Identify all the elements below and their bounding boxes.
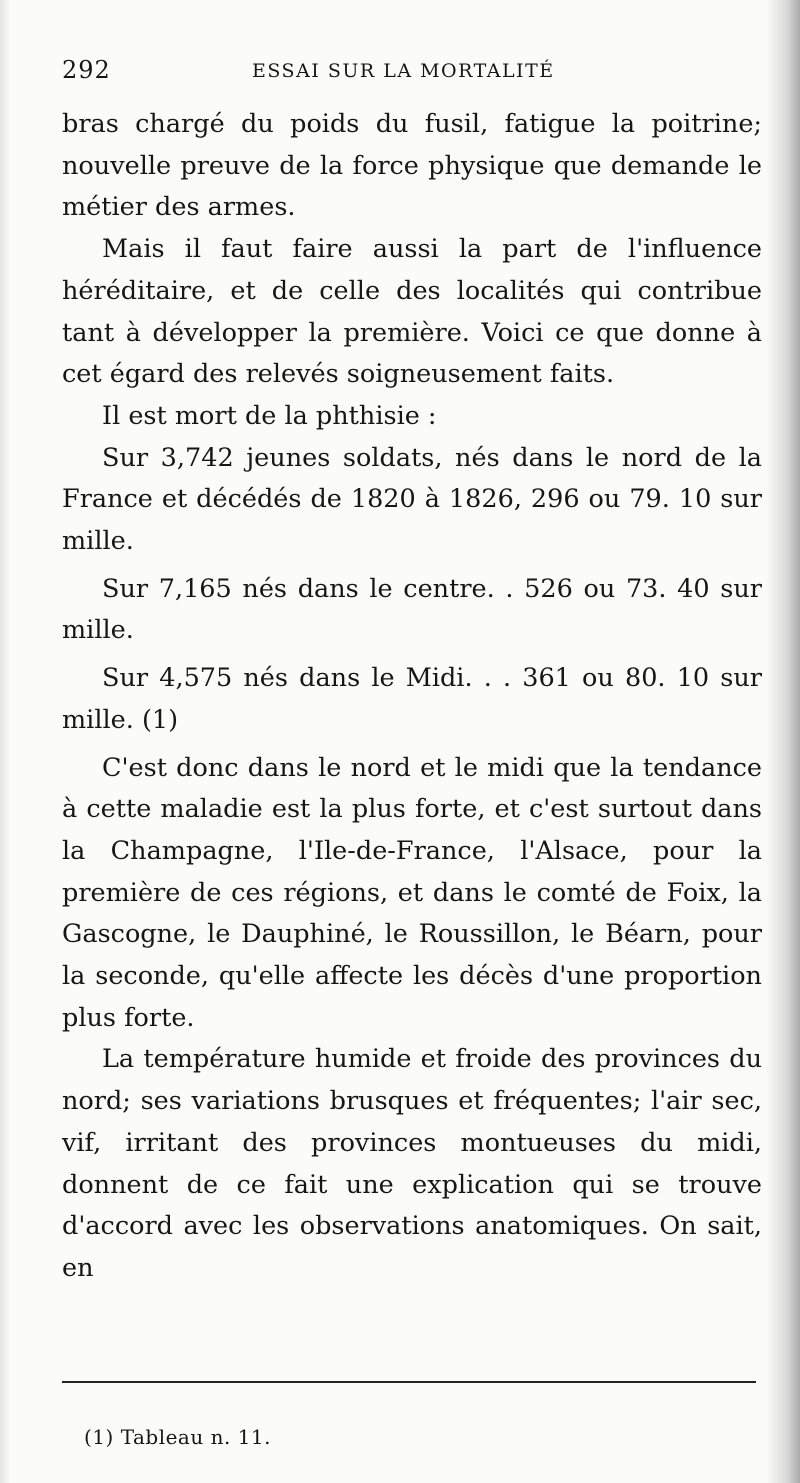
paragraph-continuation: bras chargé du poids du fusil, fatigue la poitrine; nouvelle preuve de la force physique que demande le métier des armes. bbox=[62, 109, 762, 223]
page-number: 292 bbox=[62, 56, 111, 84]
paragraph-heredity: Mais il faut faire aussi la part de l'influence héréditaire, et de celle des localités qui contribue tant à développer la première. Voici ce que donne à cet égard des relevés soigneusement faits. bbox=[62, 234, 762, 390]
paragraph-phthisis-intro: Il est mort de la phthisie : bbox=[102, 400, 437, 431]
page-edge-shadow bbox=[0, 0, 10, 1483]
footnote-divider bbox=[62, 1381, 756, 1383]
gutter-shadow bbox=[766, 0, 800, 1483]
stat-midi: Sur 4,575 nés dans le Midi. . . 361 ou 80. 10 sur mille. (1) bbox=[62, 663, 762, 735]
stat-north: Sur 3,742 jeunes soldats, nés dans le nord de la France et décédés de 1820 à 1826, 296 ou 79. 10 sur mille. bbox=[62, 442, 762, 557]
footnote: (1) Tableau n. 11. bbox=[84, 1425, 271, 1449]
paragraph-climate: La température humide et froide des provinces du nord; ses variations brusques et fréquentes; l'air sec, vif, irritant des provinces montueuses du midi, donnent de ce fait une explication qui se trouve d'accord avec les observations anatomiques. On sait, en bbox=[62, 1044, 762, 1283]
running-head bbox=[62, 56, 762, 92]
body-text bbox=[62, 104, 762, 1290]
paragraph-regions: C'est donc dans le nord et le midi que la tendance à cette maladie est la plus forte, et c'est surtout dans la Champagne, l'Ile-de-France, l'Alsace, pour la première de ces régions, et dans le comté de Foix, la Gascogne, le Dauphiné, le Roussillon, le Béarn, pour la seconde, qu'elle affecte les décès d'une proportion plus forte. bbox=[62, 752, 762, 1033]
running-title: ESSAI SUR LA MORTALITÉ bbox=[252, 60, 555, 82]
stat-centre: Sur 7,165 nés dans le centre. . 526 ou 73. 40 sur mille. bbox=[62, 573, 762, 646]
